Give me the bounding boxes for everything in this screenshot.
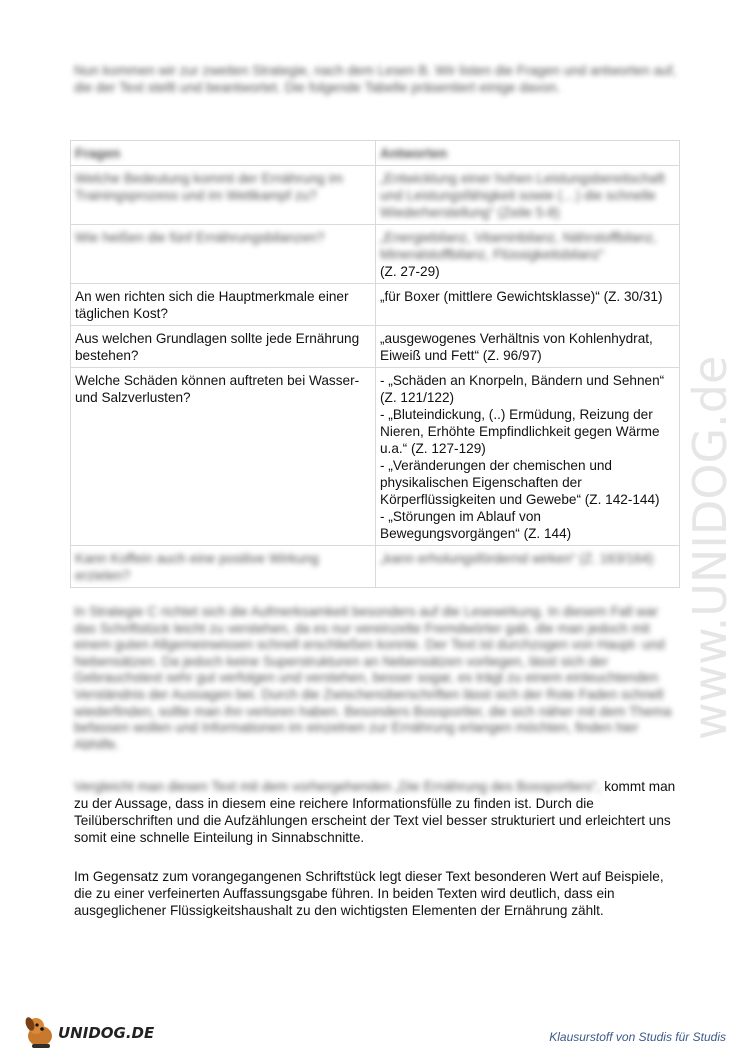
answer-cell <box>376 225 680 284</box>
answer-line: - „Schäden an Knorpeln, Bändern und Sehnen“ (Z. 121/122) <box>380 373 665 405</box>
answer-line: „Energiebilanz, Vitaminbilanz, Nährstoffbilanz, Mineralstoffbilanz, Flüssigkeitsbilanz“ <box>380 230 657 262</box>
intro-paragraph: Nun kommen wir zur zweiten Strategie, nach dem Lesen B. Wir listen die Fragen und antworten auf, die der Text stellt und beantwortet. Die folgende Tabelle präsentiert einige davon. <box>74 63 677 95</box>
answer-cell: „für Boxer (mittlere Gewichtsklasse)“ (Z. 30/31) <box>376 284 680 326</box>
answer-cell: „Entwicklung einer hohen Leistungsbereitschaft und Leistungsfähigkeit sowie (…) die schnelle Wiederherstellung“ (Zeile 5-8) <box>376 166 680 225</box>
header-answers: Antworten <box>376 141 680 166</box>
footer-tagline: Klausurstoff von Studis für Studis <box>549 1030 726 1044</box>
logo-text: UNIDOG.DE <box>58 1024 155 1042</box>
question-cell: An wen richten sich die Hauptmerkmale einer täglichen Kost? <box>71 284 376 326</box>
answer-cell: „kann erholungsfördernd wirken“ (Z. 163/164) <box>376 546 680 588</box>
comparison-paragraph <box>74 778 678 846</box>
watermark <box>683 270 737 740</box>
final-paragraph: Im Gegensatz zum vorangegangenen Schriftstück legt dieser Text besonderen Wert auf Beispiele, die zu einer verfeinerten Auffassungsgabe führen. In beiden Texten wird deutlich, dass ein ausgeglichener Flüssigkeitshaushalt zu den wichtigsten Elementen der Ernährung zählt. <box>74 869 664 918</box>
answer-line: - „Störungen im Ablauf von Bewegungsvorgängen“ (Z. 144) <box>380 509 572 541</box>
table-row <box>71 368 680 546</box>
questions-table <box>70 140 680 588</box>
watermark-text: www.UNIDOG.de <box>683 355 737 740</box>
header-questions: Fragen <box>71 141 376 166</box>
strategy-c-paragraph: In Strategie C richtet sich die Aufmerksamkeit besonders auf die Lesewirkung. In diesem Fall war das Schriftstück leicht zu verstehen, da es nur vereinzelte Fremdwörter gab, die man jedoch mit einem guten Allgemeinwissen schnell erschließen konnte. Der Text ist durchzogen von Haupt- und Nebensätzen. Da jedoch keine Superstrukturen an Nebensätzen vorliegen, lässt sich der Gebrauchstext sehr gut verfolgen und verstehen, besser sogar, es trägt zu einem einleuchtenden Verständnis der Aussagen bei. Durch die Zwischenüberschriften lässt sich der Rote Faden schnell wiederfinden, sollte man ihn verloren haben. Besonders Bossportler, die sich näher mit dem Thema befassen wollen und Informationen im einzelnen zur Ernährung erlangen möchten, finden hier Abhilfe. <box>74 604 672 752</box>
question-cell: Welche Bedeutung kommt der Ernährung im Trainingsprozess und im Wettkampf zu? <box>71 166 376 225</box>
table-row <box>71 284 680 326</box>
table-row <box>71 225 680 284</box>
question-cell: Welche Schäden können auftreten bei Wasser- und Salzverlusten? <box>71 368 376 546</box>
question-cell: Aus welchen Grundlagen sollte jede Ernährung bestehen? <box>71 326 376 368</box>
comparison-first-line: Vergleicht man diesen Text mit dem vorhergehenden „Die Ernährung des Bossportlers“, <box>74 779 601 794</box>
table-row <box>71 546 680 588</box>
answer-line: - „Veränderungen der chemischen und physikalischen Eigenschaften der Körperflüssigkeiten und Gewebe“ (Z. 142-144) <box>380 458 660 507</box>
table-row <box>71 166 680 225</box>
answer-line: - „Bluteindickung, (..) Ermüdung, Reizung der Nieren, Erhöhte Empfindlichkeit gegen Wärme u.a.“ (Z. 127-129) <box>380 407 660 456</box>
table-header-row <box>71 141 680 166</box>
comparison-rest: kommt man zu der Aussage, dass in diesem eine reichere Informationsfülle zu finden ist. Durch die Teilüberschriften und die Aufzählungen erscheint der Text viel besser strukturiert und erleichtert uns somit eine schnelle Einteilung in Sinnabschnitte. <box>74 779 676 845</box>
answer-cell: „ausgewogenes Verhältnis von Kohlenhydrat, Eiweiß und Fett“ (Z. 96/97) <box>376 326 680 368</box>
unidog-logo[interactable] <box>22 1014 162 1050</box>
question-cell: Kann Koffein auch eine positive Wirkung erzielen? <box>71 546 376 588</box>
table-row <box>71 326 680 368</box>
answer-cell <box>376 368 680 546</box>
dog-mascot-icon <box>22 1014 62 1050</box>
answer-line-tail: (Z. 27-29) <box>380 264 440 279</box>
question-cell: Wie heißen die fünf Ernährungsbilanzen? <box>71 225 376 284</box>
